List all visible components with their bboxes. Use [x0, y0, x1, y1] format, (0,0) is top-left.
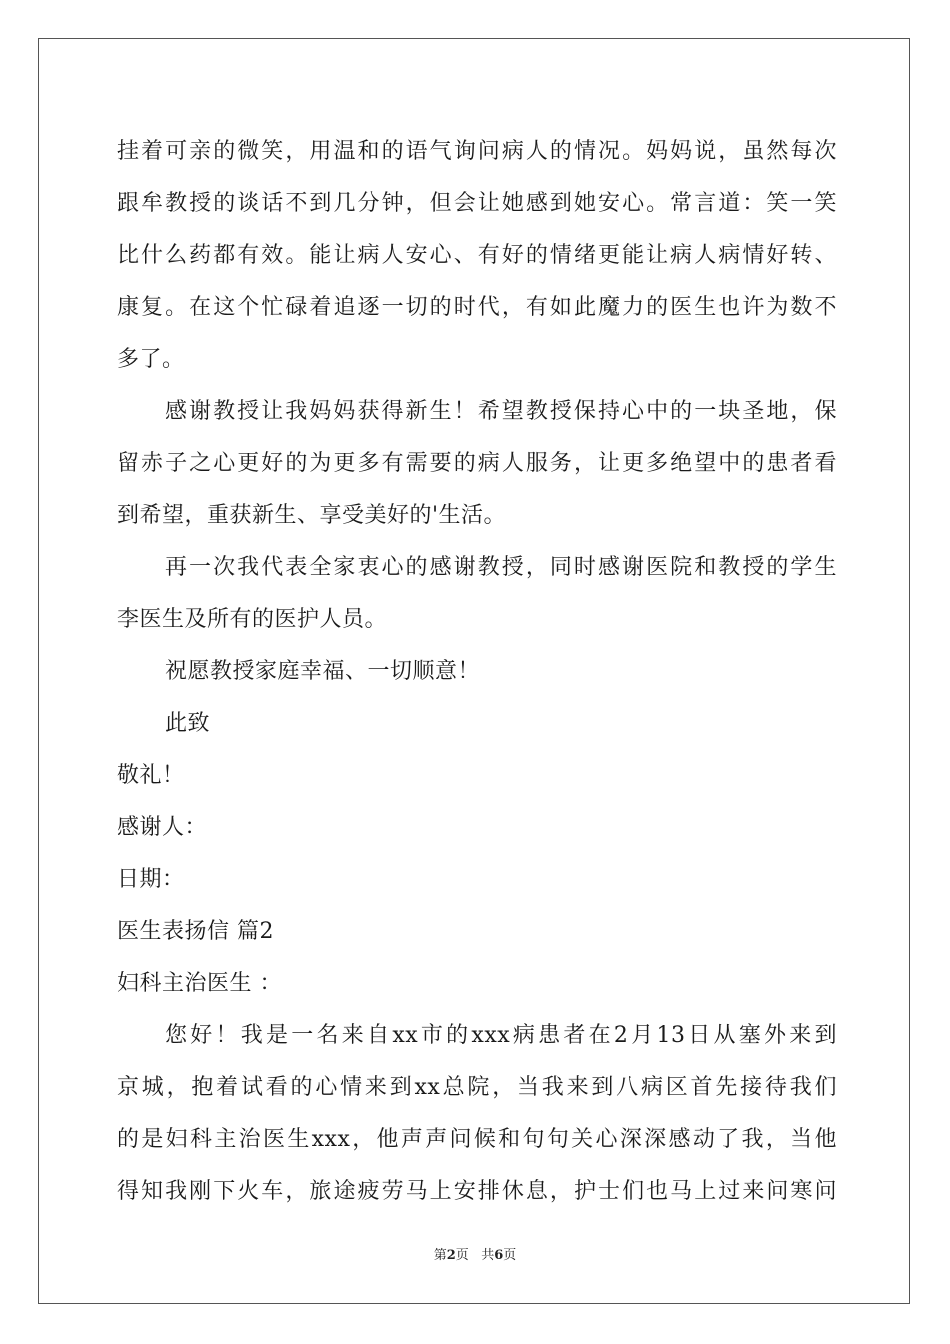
text-line: 跟牟教授的谈话不到几分钟，但会让她感到她安心。常言道：笑一笑	[117, 191, 837, 216]
document-body	[117, 126, 837, 1218]
text-line: 比什么药都有效。能让病人安心、有好的情绪更能让病人病情好转、	[117, 243, 837, 268]
text-line: 京城，抱着试看的心情来到xx总院，当我来到八病区首先接待我们	[117, 1075, 837, 1100]
text-line: 多了。	[117, 347, 185, 372]
text-line: 康复。在这个忙碌着追逐一切的时代，有如此魔力的医生也许为数不	[117, 295, 837, 320]
text-line: 的是妇科主治医生xxx，他声声问候和句句关心深深感动了我，当他	[117, 1127, 837, 1152]
text-line: 再一次我代表全家衷心的感谢教授，同时感谢医院和教授的学生	[165, 555, 837, 580]
text-line: 感谢人：	[117, 815, 208, 840]
text-line: 敬礼！	[117, 763, 185, 788]
text-line: 留赤子之心更好的为更多有需要的病人服务，让更多绝望中的患者看	[117, 451, 837, 476]
text-line: 祝愿教授家庭幸福、一切顺意！	[165, 659, 481, 684]
text-line: 李医生及所有的医护人员。	[117, 607, 388, 632]
page-footer	[0, 1246, 950, 1266]
text-line: 您好！我是一名来自xx市的xxx病患者在2月13日从塞外来到	[165, 1023, 837, 1048]
footer-total-suffix: 页	[503, 1248, 517, 1263]
footer-prefix: 第	[433, 1248, 447, 1263]
footer-page-suffix: 页	[455, 1248, 469, 1263]
text-line: 此致	[165, 711, 211, 736]
text-line: 医生表扬信 篇2	[117, 919, 274, 944]
text-line: 感谢教授让我妈妈获得新生！希望教授保持心中的一块圣地，保	[165, 399, 837, 424]
text-line: 日期：	[117, 867, 185, 892]
text-line: 到希望，重获新生、享受美好的'生活。	[117, 503, 507, 528]
text-line: 得知我刚下火车，旅途疲劳马上安排休息，护士们也马上过来问寒问	[117, 1179, 837, 1204]
text-line: 挂着可亲的微笑，用温和的语气询问病人的情况。妈妈说，虽然每次	[117, 139, 837, 164]
total-page-count: 6	[494, 1248, 504, 1263]
footer-total-prefix: 共	[481, 1248, 495, 1263]
current-page-number: 2	[446, 1248, 456, 1263]
text-line: 妇科主治医生 ：	[117, 971, 282, 996]
